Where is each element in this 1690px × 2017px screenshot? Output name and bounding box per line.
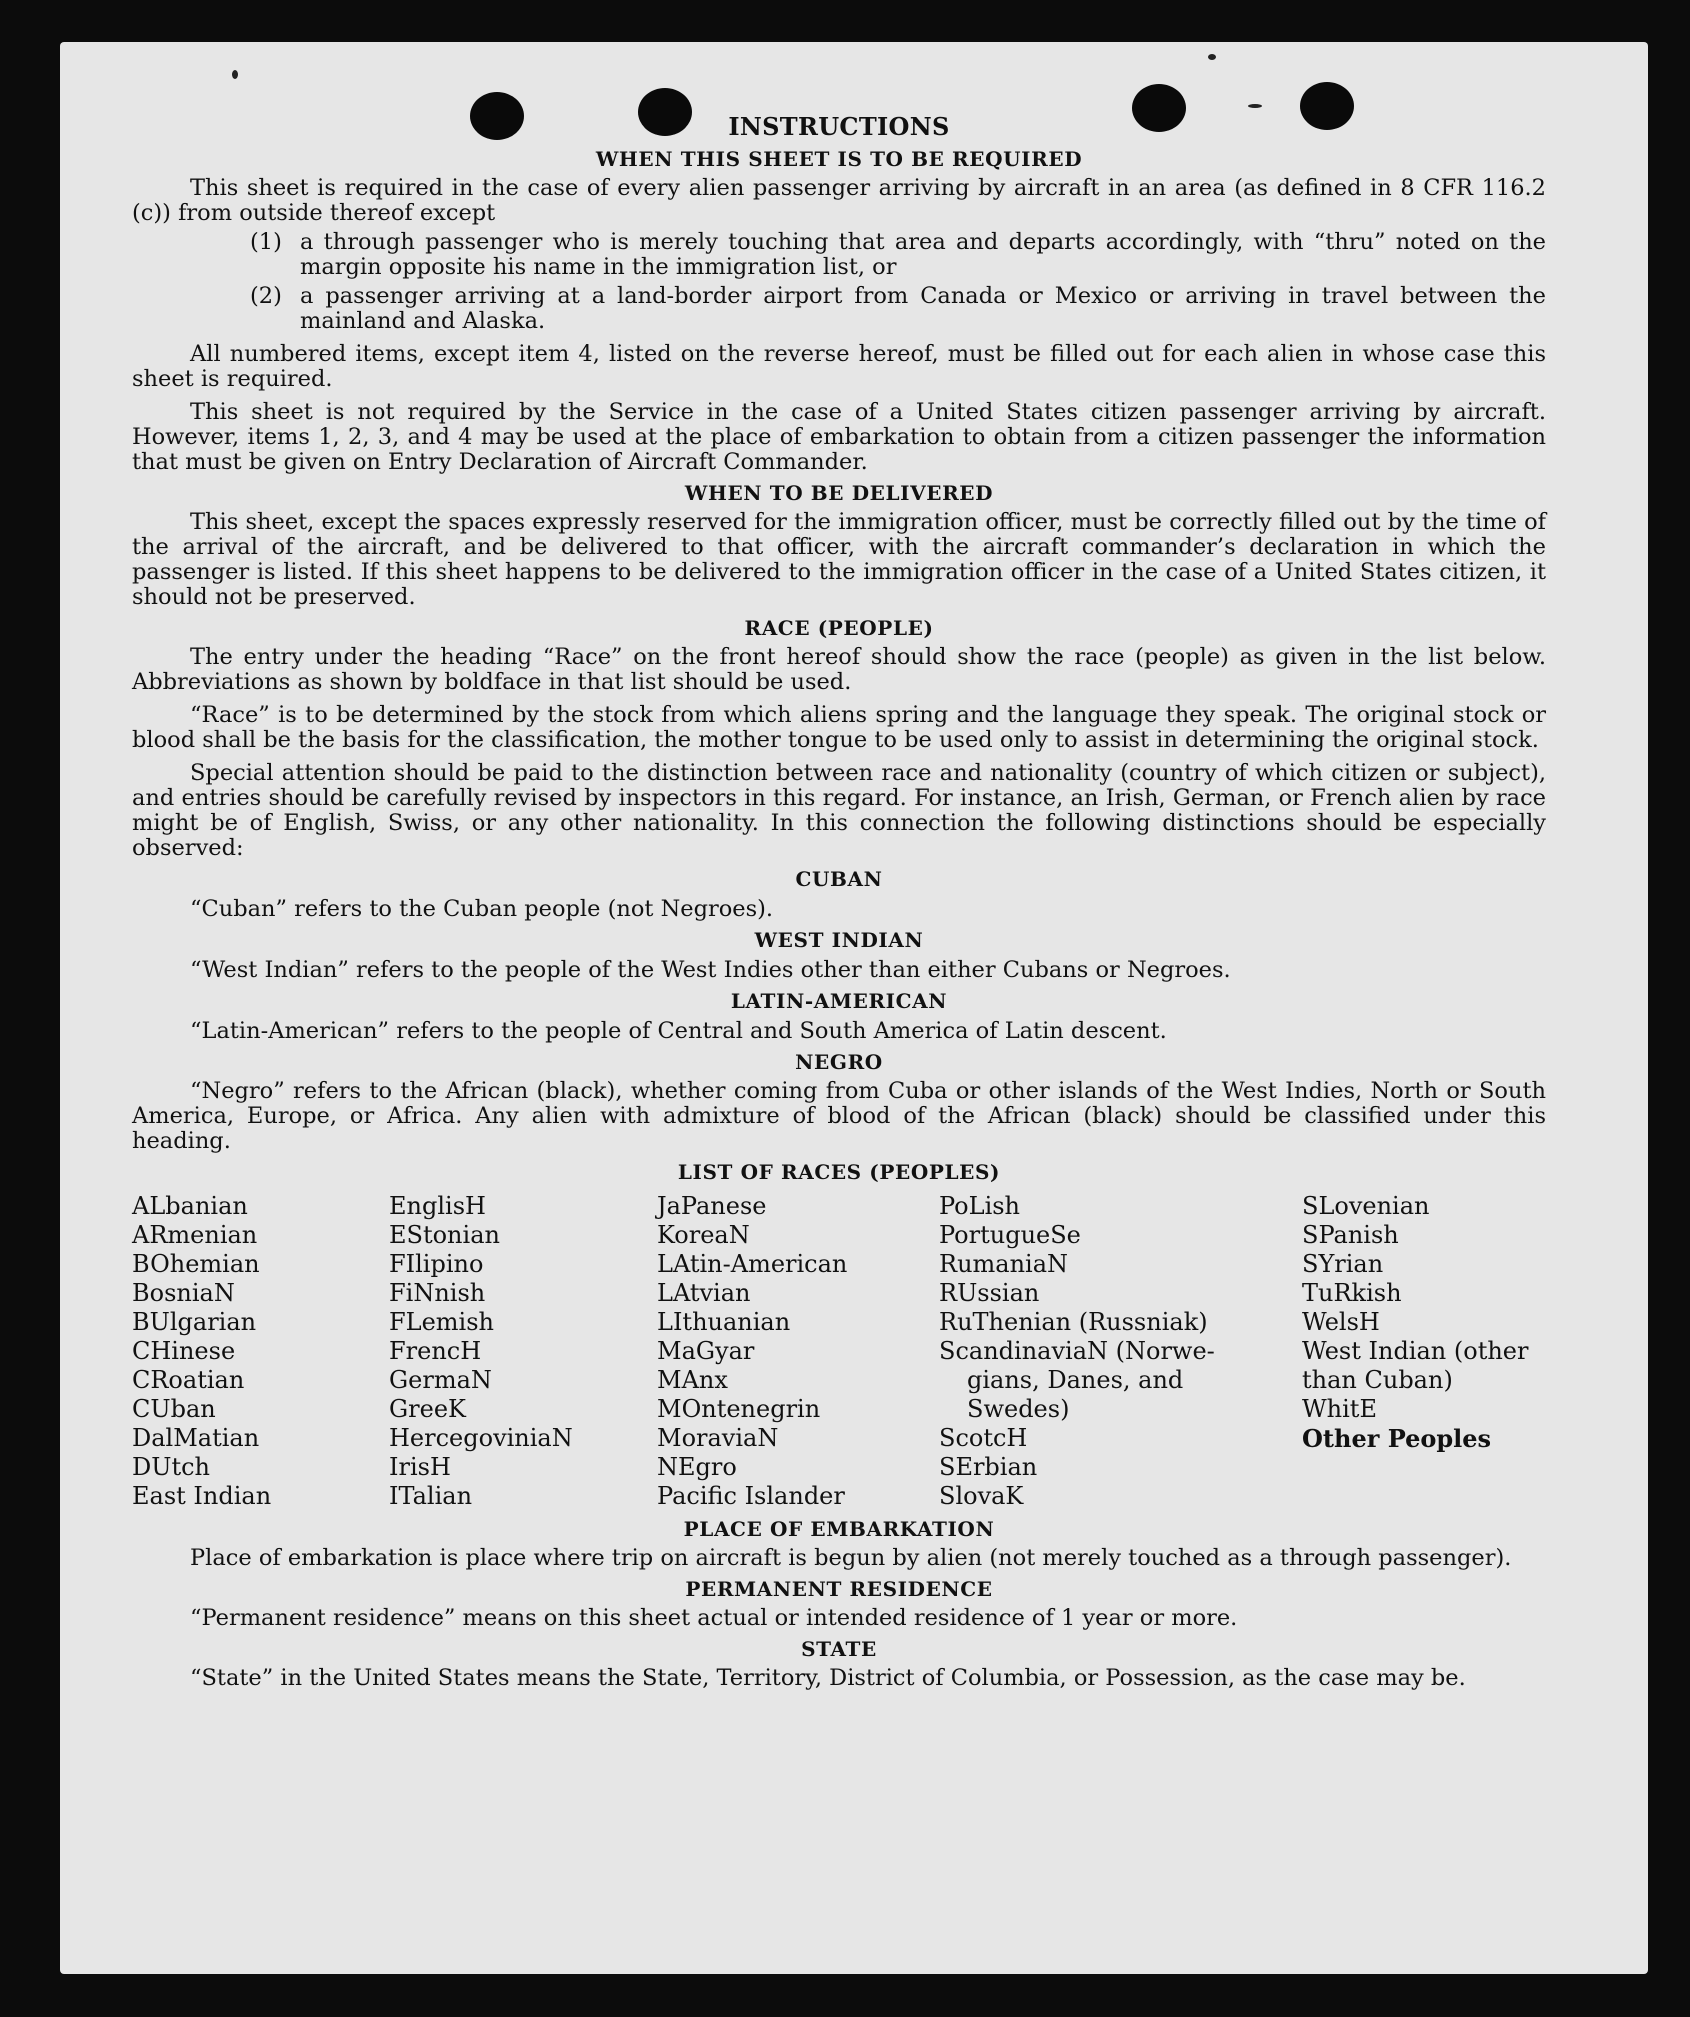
race-entry: LIthuanian: [657, 1308, 791, 1336]
race-entry: KoreaN: [657, 1221, 750, 1249]
race-entry: EStonian: [389, 1221, 500, 1249]
page-title: INSTRUCTIONS: [728, 112, 950, 141]
races-column: [132, 1192, 389, 1511]
race-entry: MAnx: [657, 1366, 728, 1394]
race-entry: FiNnish: [389, 1279, 486, 1307]
speck-mark: [1208, 54, 1216, 60]
race-entry: RUssian: [939, 1279, 1040, 1307]
race-entry: Pacific Islander: [657, 1482, 845, 1510]
race-entry: ARmenian: [132, 1221, 258, 1249]
paragraph: The entry under the heading “Race” on the front hereof should show the race (people) as given in the list below. Abbreviations as shown by boldface in that list should be used.: [132, 644, 1546, 695]
race-entry: CRoatian: [132, 1366, 245, 1394]
race-entry: MaGyar: [657, 1337, 755, 1365]
section-heading: LIST OF RACES (PEOPLES): [677, 1160, 1001, 1184]
race-entry: HercegoviniaN: [389, 1424, 573, 1452]
race-entry: BUlgarian: [132, 1308, 257, 1336]
paragraph: All numbered items, except item 4, listed on the reverse hereof, must be filled out for each alien in whose case this sheet is required.: [132, 341, 1546, 392]
race-entry: ScotcH: [939, 1424, 1028, 1452]
race-entry: SlovaK: [939, 1482, 1024, 1510]
race-entry: GermaN: [389, 1366, 492, 1394]
document-sheet: [60, 42, 1648, 1974]
race-entry: SYrian: [1302, 1250, 1384, 1278]
paragraph: This sheet is not required by the Service in the case of a United States citizen passenger arriving by aircraft. However, items 1, 2, 3, and 4 may be used at the place of embarkation to obtain from a citizen passenger the information that must be given on Entry Declaration of Aircraft Commander.: [132, 399, 1546, 475]
punch-hole: [638, 88, 692, 136]
race-entry: than Cuban): [1302, 1366, 1453, 1394]
race-entry: East Indian: [132, 1482, 272, 1510]
paragraph: Special attention should be paid to the distinction between race and nationality (country of which citizen or subject), and entries should be carefully revised by inspectors in this regard. For instance, an Irish, German, or French alien by race might be of English, Swiss, or any other nationality. In this connection the following distinctions should be especially observed:: [132, 760, 1546, 861]
race-entry: gians, Danes, and: [967, 1366, 1184, 1394]
section-heading: PERMANENT RESIDENCE: [685, 1577, 993, 1601]
race-entry: ScandinaviaN (Norwe-: [939, 1337, 1215, 1365]
section-heading: NEGRO: [795, 1050, 883, 1074]
races-column: [1302, 1192, 1552, 1511]
race-entry: RumaniaN: [939, 1250, 1069, 1278]
race-entry: DalMatian: [132, 1424, 260, 1452]
race-entry: JaPanese: [657, 1192, 767, 1220]
speck-mark: [1248, 104, 1262, 108]
race-entry: WhitE: [1302, 1395, 1377, 1423]
race-entry: IrisH: [389, 1453, 451, 1481]
speck-mark: [232, 70, 238, 79]
list-item: [250, 230, 1546, 280]
item-text: a through passenger who is merely touching that area and departs accordingly, with “thru” noted on the margin opposite his name in the immigration list, or: [300, 229, 1546, 280]
race-entry: CUban: [132, 1395, 216, 1423]
paragraph: “Race” is to be determined by the stock from which aliens spring and the language they speak. The original stock or blood shall be the basis for the classification, the mother tongue to be used only to assist in determining the original stock.: [132, 702, 1546, 753]
paragraph: “Negro” refers to the African (black), whether coming from Cuba or other islands of the West Indies, North or South America, Europe, or Africa. Any alien with admixture of blood of the African (black) should be classified under this heading.: [132, 1078, 1546, 1154]
race-entry: SErbian: [939, 1453, 1038, 1481]
definition: “Cuban” refers to the Cuban people (not Negroes).: [190, 896, 774, 922]
races-column: [657, 1192, 939, 1511]
paragraph: This sheet is required in the case of every alien passenger arriving by aircraft in an area (as defined in 8 CFR 116.2 (c)) from outside thereof except: [132, 175, 1546, 226]
section-heading: WHEN THIS SHEET IS TO BE REQUIRED: [595, 147, 1083, 171]
race-entry: LAtin-American: [657, 1250, 848, 1278]
race-entry: FrencH: [389, 1337, 482, 1365]
punch-hole: [470, 92, 524, 140]
punch-hole: [1132, 84, 1186, 132]
race-entry: Swedes): [967, 1395, 1070, 1423]
paragraph: This sheet, except the spaces expressly reserved for the immigration officer, must be correctly filled out by the time of the arrival of the aircraft, and be delivered to that officer, with the aircraft commander’s declaration in which the passenger is listed. If this sheet happens to be delivered to the immigration officer in the case of a United States citizen, it should not be preserved.: [132, 509, 1546, 610]
item-number: (1): [250, 229, 282, 255]
item-text: a passenger arriving at a land-border airport from Canada or Mexico or arriving in travel between the mainland and Alaska.: [300, 283, 1546, 334]
section-heading: PLACE OF EMBARKATION: [683, 1517, 995, 1541]
race-entry: BOhemian: [132, 1250, 260, 1278]
race-entry: WelsH: [1302, 1308, 1380, 1336]
races-column: [389, 1192, 657, 1511]
race-entry: PoLish: [939, 1192, 1021, 1220]
races-column: [939, 1192, 1302, 1511]
race-entry: SLovenian: [1302, 1192, 1430, 1220]
paragraph: “State” in the United States means the State, Territory, District of Columbia, or Possession, as the case may be.: [190, 1665, 1466, 1691]
race-entry: ALbanian: [132, 1192, 248, 1220]
race-entry: MOntenegrin: [657, 1395, 821, 1423]
race-entry: LAtvian: [657, 1279, 751, 1307]
definition: “West Indian” refers to the people of the West Indies other than either Cubans or Negroes.: [190, 957, 1231, 983]
race-entry: NEgro: [657, 1453, 737, 1481]
race-entry: RuThenian (Russniak): [939, 1308, 1208, 1336]
section-heading: WHEN TO BE DELIVERED: [684, 481, 994, 505]
race-entry: BosniaN: [132, 1279, 235, 1307]
race-entry: Other Peoples: [1302, 1424, 1492, 1453]
race-entry: ITalian: [389, 1482, 473, 1510]
race-entry: DUtch: [132, 1453, 211, 1481]
race-entry: CHinese: [132, 1337, 236, 1365]
paragraph: Place of embarkation is place where trip on aircraft is begun by alien (not merely touched as a through passenger).: [190, 1545, 1512, 1571]
race-entry: FLemish: [389, 1308, 494, 1336]
definition: “Latin-American” refers to the people of Central and South America of Latin descent.: [190, 1018, 1167, 1044]
section-heading: RACE (PEOPLE): [744, 616, 934, 640]
race-entry: TuRkish: [1302, 1279, 1402, 1307]
section-heading: WEST INDIAN: [754, 928, 924, 952]
race-entry: West Indian (other: [1302, 1337, 1529, 1365]
race-entry: GreeK: [389, 1395, 466, 1423]
section-heading: CUBAN: [795, 867, 883, 891]
races-table: [132, 1192, 1546, 1511]
punch-hole: [1300, 82, 1354, 130]
section-heading: LATIN-AMERICAN: [730, 989, 948, 1013]
list-item: [250, 284, 1546, 334]
section-heading: STATE: [801, 1637, 877, 1661]
race-entry: FIlipino: [389, 1250, 484, 1278]
race-entry: MoraviaN: [657, 1424, 779, 1452]
item-number: (2): [250, 283, 282, 309]
race-entry: EnglisH: [389, 1192, 486, 1220]
paragraph: “Permanent residence” means on this sheet actual or intended residence of 1 year or more.: [190, 1605, 1238, 1631]
race-entry: SPanish: [1302, 1221, 1399, 1249]
race-entry: PortugueSe: [939, 1221, 1081, 1249]
